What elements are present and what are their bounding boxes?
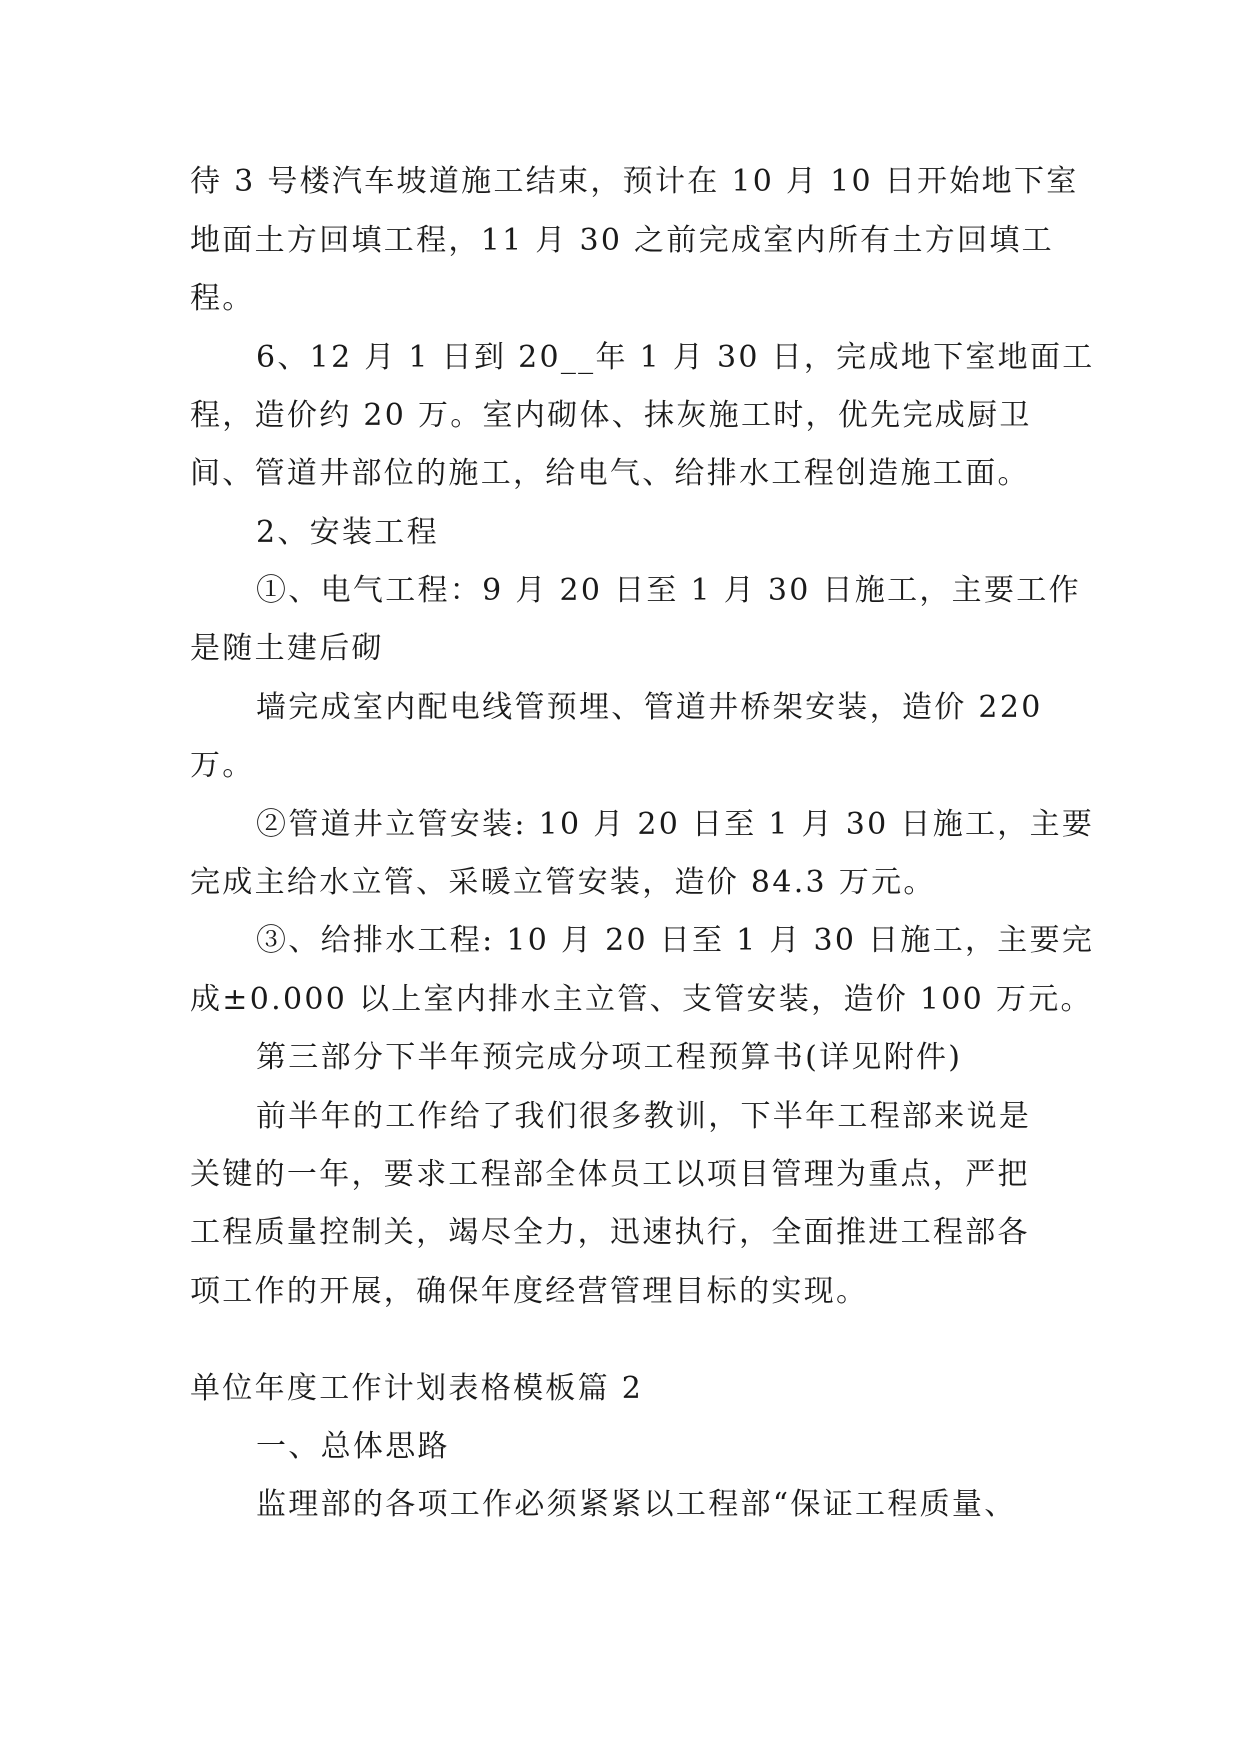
section-heading: 一、总体思路	[256, 1429, 450, 1464]
text-line: 是随土建后砌	[190, 631, 384, 666]
text-line: 间、管道井部位的施工，给电气、给排水工程创造施工面。	[190, 456, 1030, 491]
text-line: 前半年的工作给了我们很多教训，下半年工程部来说是	[256, 1099, 1032, 1134]
text-line: 程。	[190, 281, 255, 316]
text-line: ①、电气工程：9 月 20 日至 1 月 30 日施工，主要工作	[256, 573, 1081, 608]
text-line: 万。	[190, 748, 255, 783]
text-line: 项工作的开展，确保年度经营管理目标的实现。	[190, 1274, 869, 1309]
text-line: 关键的一年，要求工程部全体员工以项目管理为重点，严把	[190, 1157, 1030, 1192]
text-line: 待 3 号楼汽车坡道施工结束，预计在 10 月 10 日开始地下室	[190, 164, 1079, 199]
text-line: 监理部的各项工作必须紧紧以工程部“保证工程质量、	[256, 1487, 1017, 1522]
text-line: 墙完成室内配电线管预埋、管道井桥架安装，造价 220	[256, 690, 1043, 725]
text-line: 完成主给水立管、采暖立管安装，造价 84.3 万元。	[190, 865, 936, 900]
text-line: 工程质量控制关，竭尽全力，迅速执行，全面推进工程部各	[190, 1215, 1030, 1250]
section-heading: 2、安装工程	[256, 515, 439, 550]
text-line: ②管道井立管安装: 10 月 20 日至 1 月 30 日施工，主要	[256, 807, 1095, 842]
document-title: 单位年度工作计划表格模板篇 2	[190, 1371, 644, 1406]
text-line: ③、给排水工程: 10 月 20 日至 1 月 30 日施工，主要完	[256, 923, 1095, 958]
text-line: 6、12 月 1 日到 20__年 1 月 30 日，完成地下室地面工	[256, 340, 1095, 375]
text-line: 地面土方回填工程，11 月 30 之前完成室内所有土方回填工	[190, 223, 1054, 258]
text-line: 程，造价约 20 万。室内砌体、抹灰施工时，优先完成厨卫	[190, 398, 1032, 433]
text-line: 成±0.000 以上室内排水主立管、支管安装，造价 100 万元。	[190, 982, 1093, 1017]
section-heading: 第三部分下半年预完成分项工程预算书(详见附件)	[256, 1040, 963, 1075]
